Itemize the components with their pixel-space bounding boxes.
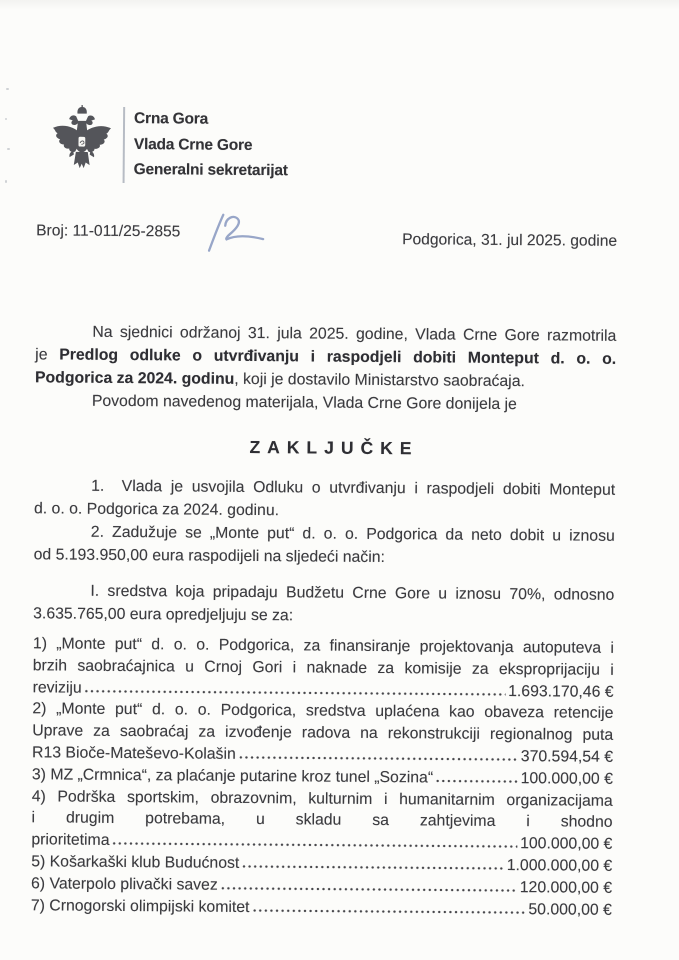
intro-paragraph <box>35 320 617 417</box>
dot-leader <box>251 909 525 914</box>
dot-leader <box>112 842 518 848</box>
department-name: Generalni sekretarijat <box>133 161 288 180</box>
allocation-list <box>31 633 614 921</box>
text-line: 1) „Monte put“ d. o. o. Podgorica, za finansiranje projektovanja autoputeva i <box>32 635 614 657</box>
allocation-text: 5) Košarkaški klub Budućnost <box>31 853 240 872</box>
text-line: 2. Zadužuje se „Monte put“ d. o. o. Podgorica da neto dobit u iznosu <box>90 523 615 545</box>
text-line: 1. Vlada je usvojila Odluku o utvrđivanju i raspodjeli dobiti Monteput <box>91 477 616 499</box>
allocation-amount: 50.000,00 € <box>528 900 612 919</box>
allocation-amount: 100.000,00 € <box>520 835 613 854</box>
document-number <box>36 222 180 241</box>
place-and-date: Podgorica, 31. jul 2025. godine <box>402 231 618 250</box>
text-line: 4) Podrška sportskim, obrazovnim, kulturnim i humanitarnim organizacijama <box>31 787 613 810</box>
dot-leader <box>241 865 503 870</box>
allocation-item <box>32 699 613 769</box>
letterhead <box>49 103 289 189</box>
conclusions-paragraph <box>34 474 616 571</box>
text-line: od 5.193.950,00 eura raspodijeli na sljedeći način: <box>33 546 385 567</box>
allocation-text: R13 Bioče-Mateševo-Kolašin <box>32 744 236 763</box>
dot-leader <box>435 779 518 783</box>
text-line: I. sredstva koja pripadaju Budžetu Crne Gore u iznosu 70%, odnosno <box>90 582 615 604</box>
allocation-amount: 1.693.170,46 € <box>508 682 614 701</box>
allocation-text: prioritetima <box>31 831 110 850</box>
montenegro-coat-of-arms-icon <box>49 103 116 188</box>
allocation-amount: 120.000,00 € <box>519 878 613 897</box>
handwritten-annotation <box>204 211 270 256</box>
allocation-final-line <box>31 895 612 921</box>
budget-share-paragraph <box>33 579 614 630</box>
allocation-text: 7) Crnogorski olimpijski komitet <box>30 896 250 916</box>
country-name: Crna Gora <box>134 110 209 128</box>
allocation-item <box>33 633 614 703</box>
text-line: d. o. o. Podgorica za 2024. godinu. <box>33 500 280 520</box>
document-number-text: Broj: 11-011/25-2855 <box>36 222 181 241</box>
government-name: Vlada Crne Gore <box>133 135 253 154</box>
text-line: brzih saobraćajnica u Crnoj Gori i naknade za komisije za eksproprijaciju i <box>32 657 614 679</box>
text-line: Na sjednici održanoj 31. jula 2025. godine, Vlada Crne Gore razmotrila <box>92 323 617 345</box>
allocation-amount: 100.000,00 € <box>520 769 613 788</box>
text-line: Podgorica za 2024. godinu, koji je dostavilo Ministarstvo saobraćaja. <box>34 369 525 391</box>
allocation-amount: 370.594,54 € <box>520 748 614 766</box>
text-line: Povodom navedenog materijala, Vlada Crne Gore donijela je <box>91 392 517 414</box>
allocation-amount: 1.000.000,00 € <box>506 856 613 875</box>
letterhead-divider <box>123 107 126 183</box>
allocation-item <box>31 895 612 921</box>
allocation-item <box>31 786 612 856</box>
text-line: 3.635.765,00 eura opredjeljuju se za: <box>33 605 294 625</box>
conclusions-title: ZAKLJUČKE <box>249 436 419 459</box>
text-line: je Predlog odluke o utvrđivanju i raspodjeli dobiti Monteput d. o. o. <box>35 346 617 368</box>
dot-leader <box>84 689 505 695</box>
dot-leader <box>220 887 517 892</box>
issuing-authority <box>134 104 289 184</box>
text-line: Uprave za saobraćaj za izvođenje radova na rekonstrukciji regionalnog puta <box>32 722 614 745</box>
allocation-text: reviziju <box>32 678 82 697</box>
text-line: i drugim potrebama, u skladu sa zahtjevima i shodno <box>31 809 613 832</box>
document-body <box>31 320 617 921</box>
allocation-text: 3) MZ „Crmnica“, za plaćanje putarine kroz tunel „Sozina“ <box>31 766 434 787</box>
dot-leader <box>238 756 518 761</box>
reference-row <box>36 222 617 251</box>
allocation-text: 6) Vaterpolo plivački savez <box>30 875 218 894</box>
text-line: 2) „Monte put“ d. o. o. Podgorica, sredstva uplaćena kao obaveza retencije <box>32 700 614 723</box>
